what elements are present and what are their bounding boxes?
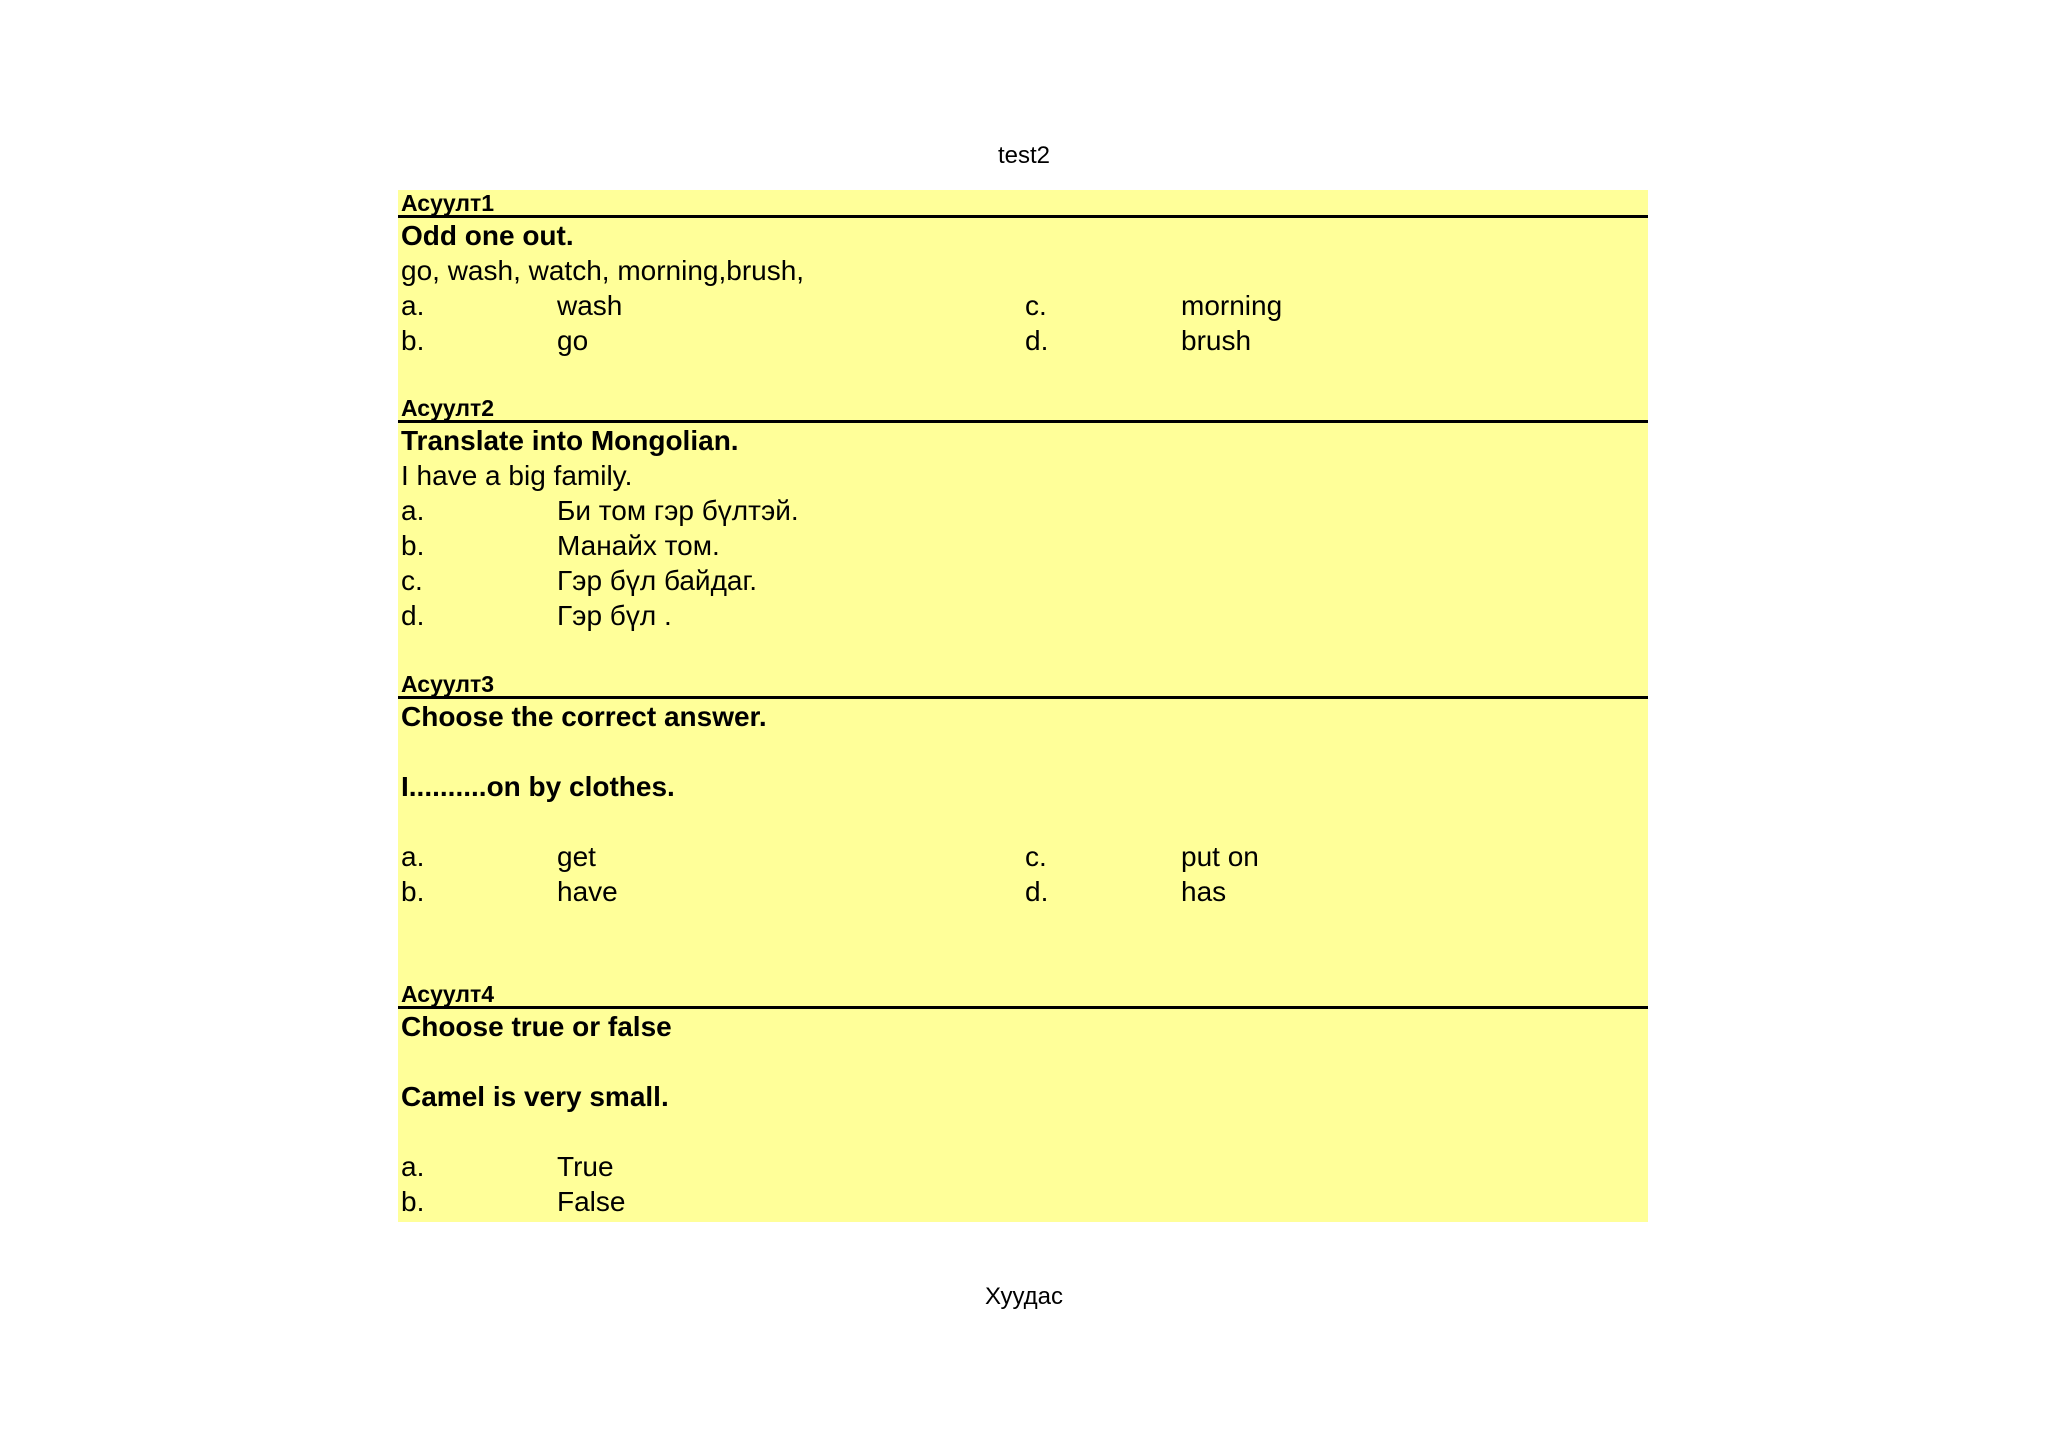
option-row [398, 598, 1648, 633]
question-instruction: Choose the correct answer. [401, 701, 767, 732]
option-text: wash [557, 290, 623, 321]
option-row [398, 493, 1648, 528]
option-text: Манайх том. [557, 530, 720, 561]
question-instruction-row [398, 218, 1648, 253]
question-instruction: Translate into Mongolian. [401, 425, 739, 456]
option-letter: b. [401, 1186, 425, 1217]
question-4 [398, 981, 1648, 1219]
option-letter: a. [401, 841, 425, 872]
question-prompt: Camel is very small. [401, 1081, 669, 1112]
option-letter: a. [401, 1151, 425, 1182]
option-row [398, 288, 1648, 323]
option-text: False [557, 1186, 626, 1217]
option-letter: c. [401, 565, 423, 596]
option-text: morning [1181, 290, 1283, 321]
question-instruction: Choose true or false [401, 1011, 672, 1042]
question-instruction: Odd one out. [401, 220, 574, 251]
blank-row [398, 804, 1648, 839]
option-text: brush [1181, 325, 1252, 356]
option-row [398, 874, 1648, 909]
blank-row [398, 1044, 1648, 1079]
option-text: True [557, 1151, 614, 1182]
question-label: Асуулт3 [398, 671, 1648, 699]
page-footer-label: Хуудас [984, 1283, 1064, 1310]
option-text: get [557, 841, 596, 872]
option-letter: d. [1025, 876, 1049, 907]
option-letter: c. [1025, 841, 1047, 872]
option-letter: c. [1025, 290, 1047, 321]
option-text: has [1181, 876, 1227, 907]
question-prompt-row [398, 1079, 1648, 1114]
question-1 [398, 190, 1648, 358]
option-text: Би том гэр бүлтэй. [557, 495, 799, 526]
question-2 [398, 395, 1648, 633]
question-prompt: I..........on by clothes. [401, 771, 675, 802]
page-header-title: test2 [997, 142, 1051, 169]
question-instruction-row [398, 1009, 1648, 1044]
option-text: Гэр бүл байдаг. [557, 565, 758, 596]
blank-row [398, 734, 1648, 769]
question-prompt: go, wash, watch, morning,brush, [401, 255, 805, 286]
question-label: Асуулт1 [398, 190, 1648, 218]
option-row [398, 563, 1648, 598]
option-letter: a. [401, 290, 425, 321]
option-text: Гэр бүл . [557, 600, 672, 631]
question-label: Асуулт2 [398, 395, 1648, 423]
question-instruction-row [398, 423, 1648, 458]
option-letter: d. [1025, 325, 1049, 356]
option-letter: b. [401, 876, 425, 907]
question-label: Асуулт4 [398, 981, 1648, 1009]
option-letter: a. [401, 495, 425, 526]
option-row [398, 839, 1648, 874]
blank-row [398, 1114, 1648, 1149]
option-row [398, 528, 1648, 563]
question-instruction-row [398, 699, 1648, 734]
option-row [398, 323, 1648, 358]
question-prompt-row [398, 458, 1648, 493]
option-letter: d. [401, 600, 425, 631]
option-row [398, 1184, 1648, 1219]
question-prompt-row [398, 253, 1648, 288]
option-text: put on [1181, 841, 1259, 872]
option-letter: b. [401, 530, 425, 561]
option-row [398, 1149, 1648, 1184]
question-3 [398, 671, 1648, 909]
option-letter: b. [401, 325, 425, 356]
option-text: go [557, 325, 589, 356]
question-prompt: I have a big family. [401, 460, 633, 491]
question-prompt-row [398, 769, 1648, 804]
worksheet [398, 190, 1648, 1222]
option-text: have [557, 876, 618, 907]
